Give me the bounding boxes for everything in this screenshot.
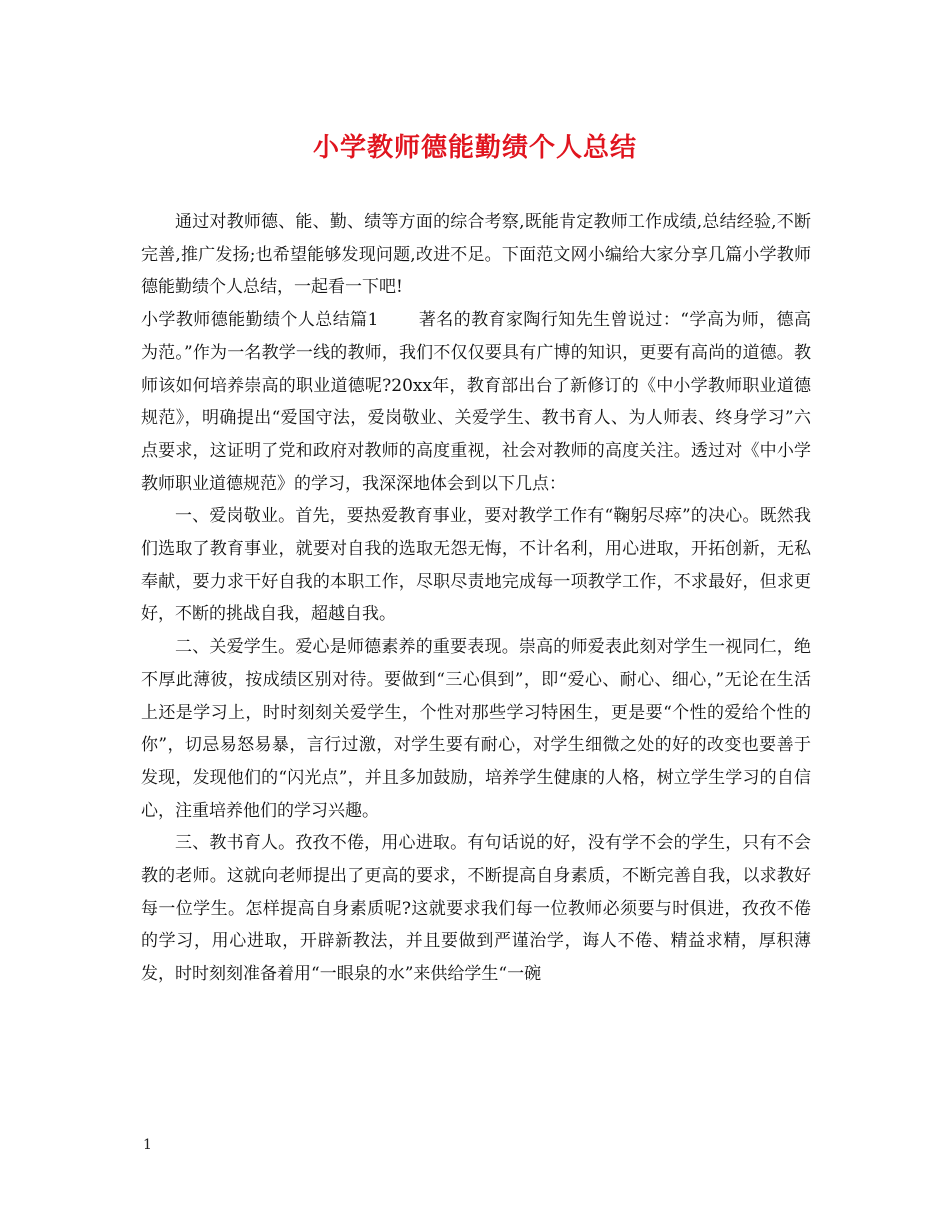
intro-paragraph: 通过对教师德、能、勤、绩等方面的综合考察,既能肯定教师工作成绩,总结经验,不断完善,推广发扬;也希望能够发现问题,改进不足。下面范文网小编给大家分享几篇小学教师德能勤绩个人总结，一起看一下吧! — [141, 212, 811, 298]
document-title: 小学教师德能勤绩个人总结 — [312, 133, 637, 163]
section-label: 小学教师德能勤绩个人总结篇1 — [141, 310, 379, 331]
body-paragraph-1: 一、爱岗敬业。首先，要热爱教育事业，要对教学工作有“鞠躬尽瘁”的决心。既然我们选取了教育事业，就要对自我的选取无怨无悔，不计名利，用心进取，开拓创新，无私奉献，要力求干好自我的本职工作，尽职尽责地完成每一项教学工作，不求最好，但求更好，不断的挑战自我，超越自我。 — [141, 506, 811, 625]
section-paragraph — [141, 304, 811, 500]
page-number: 1 — [143, 1137, 152, 1153]
body-paragraph-2: 二、关爱学生。爱心是师德素养的重要表现。崇高的师爱表此刻对学生一视同仁，绝不厚此薄彼，按成绩区别对待。要做到“三心俱到”，即“爱心、耐心、细心，”无论在生活上还是学习上，时时刻刻关爱学生，个性对那些学习特困生，更是要“个性的爱给个性的你”，切忌易怒易暴，言行过激，对学生要有耐心，对学生细微之处的好的改变也要善于发现，发现他们的“闪光点”，并且多加鼓励，培养学生健康的人格，树立学生学习的自信心，注重培养他们的学习兴趣。 — [141, 637, 811, 821]
section-intro: 著名的教育家陶行知先生曾说过：“学高为师，德高为范。”作为一名教学一线的教师，我们不仅仅要具有广博的知识，更要有高尚的道德。教师该如何培养崇高的职业道德呢?20xx年，教育部出台了新修订的《中小学教师职业道德规范》，明确提出“爱国守法，爱岗敬业、关爱学生、教书育人、为人师表、终身学习”六点要求，这证明了党和政府对教师的高度重视，社会对教师的高度关注。透过对《中小学教师职业道德规范》的学习，我深深地体会到以下几点： — [141, 310, 811, 494]
body-paragraph-3: 三、教书育人。孜孜不倦，用心进取。有句话说的好，没有学不会的学生，只有不会教的老师。这就向老师提出了更高的要求，不断提高自身素质，不断完善自我，以求教好每一位学生。怎样提高自身素质呢?这就要求我们每一位教师必须要与时俱进，孜孜不倦的学习，用心进取，开辟新教法，并且要做到严谨治学，诲人不倦、精益求精，厚积薄发，时时刻刻准备着用“一眼泉的水”来供给学生“一碗 — [141, 833, 811, 985]
document-body — [141, 206, 811, 991]
